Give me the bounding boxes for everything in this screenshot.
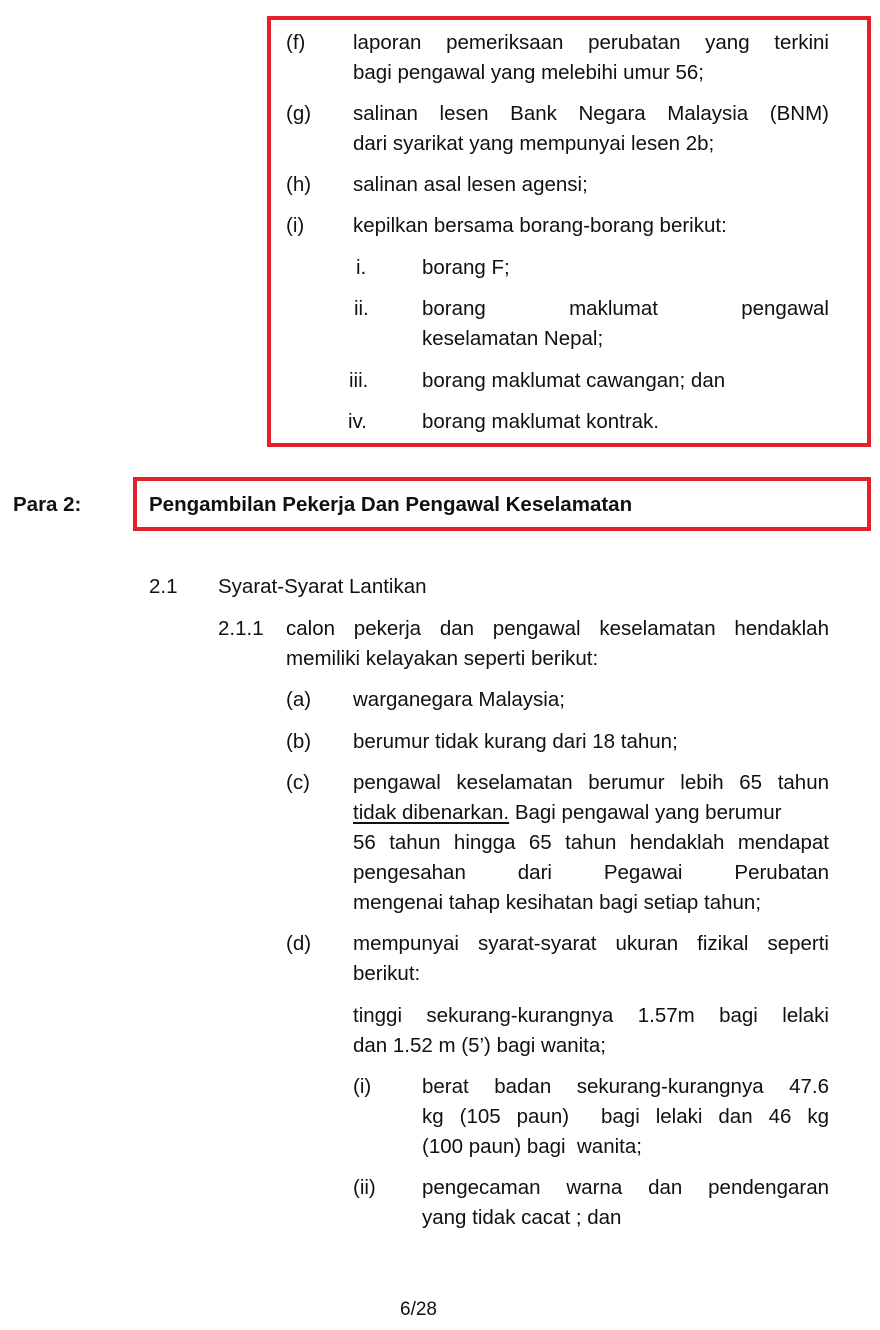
phys-item-i-line1: berat badan sekurang-kurangnya 47.6 <box>422 1075 829 1098</box>
subsection-number: 2.1.1 <box>218 617 264 640</box>
list-item-i-line1: kepilkan bersama borang-borang berikut: <box>353 214 727 237</box>
subsection-line2: memiliki kelayakan seperti berikut: <box>286 647 599 670</box>
req-item-c-line5: mengenai tahap kesihatan bagi setiap tahun; <box>353 891 762 914</box>
sublist-item-4-line1: borang maklumat kontrak. <box>422 410 660 433</box>
req-item-b-line1: berumur tidak kurang dari 18 tahun; <box>353 730 678 753</box>
sublist-item-2-line1: borang maklumat pengawal <box>422 297 829 320</box>
list-item-g-line1: salinan lesen Bank Negara Malaysia (BNM) <box>353 102 829 125</box>
req-item-d-line2: berikut: <box>353 962 421 985</box>
sublist-label-2: ii. <box>354 297 369 320</box>
req-label-a: (a) <box>286 688 312 711</box>
list-item-h-line1: salinan asal lesen agensi; <box>353 173 588 196</box>
sublist-label-4: iv. <box>348 410 367 433</box>
height-line2: dan 1.52 m (5’) bagi wanita; <box>353 1034 606 1057</box>
list-item-g-line2: dari syarikat yang mempunyai lesen 2b; <box>353 132 715 155</box>
req-item-c-line2 <box>353 798 829 828</box>
list-item-f-line1: laporan pemeriksaan perubatan yang terkini <box>353 31 829 54</box>
req-item-c-line2-rest: Bagi pengawal yang berumur <box>509 801 782 824</box>
sublist-label-3: iii. <box>349 369 369 392</box>
req-label-c: (c) <box>286 771 310 794</box>
list-label-h: (h) <box>286 173 312 196</box>
req-item-a-line1: warganegara Malaysia; <box>353 688 565 711</box>
sublist-item-2-line2: keselamatan Nepal; <box>422 327 604 350</box>
phys-item-ii-line1: pengecaman warna dan pendengaran <box>422 1176 829 1199</box>
phys-item-ii-line2: yang tidak cacat ; dan <box>422 1206 622 1229</box>
para-title: Pengambilan Pekerja Dan Pengawal Keselamatan <box>149 493 633 516</box>
phys-item-i-line3: (100 paun) bagi wanita; <box>422 1135 642 1158</box>
req-item-c-underlined: tidak dibenarkan. <box>353 801 510 824</box>
phys-item-i-line2: kg (105 paun) bagi lelaki dan 46 kg <box>422 1105 829 1128</box>
list-label-f: (f) <box>286 31 306 54</box>
req-label-b: (b) <box>286 730 312 753</box>
list-label-i: (i) <box>286 214 305 237</box>
height-line1: tinggi sekurang-kurangnya 1.57m bagi lelaki <box>353 1004 829 1027</box>
list-label-g: (g) <box>286 102 312 125</box>
list-item-f-line2: bagi pengawal yang melebihi umur 56; <box>353 61 705 84</box>
req-item-c-line1: pengawal keselamatan berumur lebih 65 tahun <box>353 771 829 794</box>
sublist-item-3-line1: borang maklumat cawangan; dan <box>422 369 726 392</box>
section-number: 2.1 <box>149 575 178 598</box>
para-label: Para 2: <box>13 493 82 516</box>
sublist-item-1-line1: borang F; <box>422 256 510 279</box>
subsection-line1: calon pekerja dan pengawal keselamatan hendaklah <box>286 617 829 640</box>
req-label-d: (d) <box>286 932 312 955</box>
phys-label-ii: (ii) <box>353 1176 376 1199</box>
page-number: 6/28 <box>400 1299 437 1320</box>
req-item-c-line4: pengesahan dari Pegawai Perubatan <box>353 861 829 884</box>
req-item-d-line1: mempunyai syarat-syarat ukuran fizikal seperti <box>353 932 829 955</box>
section-title: Syarat-Syarat Lantikan <box>218 575 427 598</box>
req-item-c-line3: 56 tahun hingga 65 tahun hendaklah mendapat <box>353 831 829 854</box>
sublist-label-1: i. <box>356 256 367 279</box>
phys-label-i: (i) <box>353 1075 372 1098</box>
